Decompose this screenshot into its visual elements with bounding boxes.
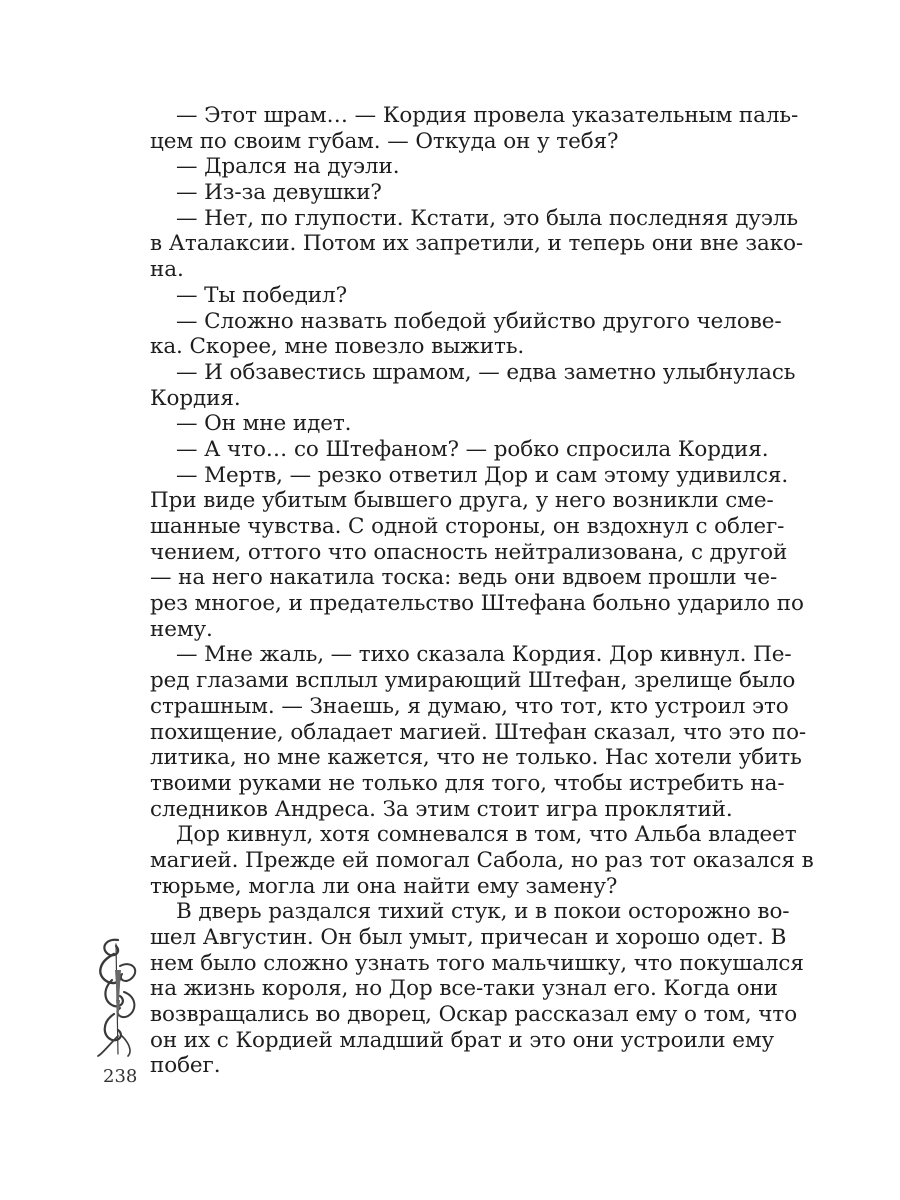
text-line: нем было сложно узнать того мальчишку, что покушался — [150, 950, 804, 976]
text-line: В дверь раздался тихий стук, и в покои осторожно во- — [176, 899, 790, 925]
text-line: шанные чувства. С одной стороны, он вздохнул с облег- — [150, 514, 785, 539]
text-line: возвращались во дворец, Оскар рассказал ему о том, что — [150, 1002, 798, 1028]
page-number: 238 — [103, 1066, 138, 1087]
text-line: следников Андреса. За этим стоит игра проклятий. — [150, 796, 733, 822]
text-line: страшным. — Знаешь, я думаю, что тот, кто устроил это — [150, 693, 789, 719]
text-line: в Аталаксии. Потом их запретили, и теперь они вне зако- — [150, 231, 804, 257]
text-line: Кордия. — [150, 385, 241, 411]
text-line: — Дрался на дуэли. — [176, 154, 400, 180]
text-line: ка. Скорее, мне повезло выжить. — [150, 334, 525, 360]
body-text — [150, 103, 814, 1079]
text-line: Дор кивнул, хотя сомневался в том, что Альба владеет — [176, 822, 797, 848]
flourish-ornament-icon — [88, 936, 146, 1060]
text-line: — Нет, по глупости. Кстати, это была последняя дуэль — [176, 205, 798, 231]
text-line: — на него накатила тоска: ведь они вдвоем прошли че- — [150, 565, 778, 591]
text-line: — Мне жаль, — тихо сказала Кордия. Дор кивнул. Пе- — [176, 642, 792, 668]
text-line: литика, но мне кажется, что не только. Нас хотели убить — [150, 745, 802, 771]
text-line: чением, оттого что опасность нейтрализована, с другой — [150, 539, 788, 565]
text-line: побег. — [150, 1053, 221, 1079]
text-line: на. — [150, 257, 184, 283]
text-line: цем по своим губам. — Откуда он у тебя? — [150, 128, 619, 154]
text-line: — Этот шрам… — Кордия провела указательным паль- — [176, 103, 799, 128]
text-line: — Мертв, — резко ответил Дор и сам этому удивился. — [176, 462, 789, 488]
text-line: При виде убитым бывшего друга, у него возникли сме- — [150, 488, 774, 514]
text-line: нему. — [150, 616, 213, 642]
text-line: — Из-за девушки? — [176, 180, 382, 206]
text-line: рез многое, и предательство Штефана больно ударило по — [150, 591, 804, 617]
text-line: твоими руками не только для того, чтобы истребить на- — [150, 770, 785, 796]
text-line: ред глазами всплыл умирающий Штефан, зрелище было — [150, 668, 796, 694]
text-line: — Сложно назвать победой убийство другого челове- — [176, 308, 782, 334]
text-line: — А что… со Штефаном? — робко спросила Кордия. — [176, 436, 769, 462]
text-line: тюрьме, могла ли она найти ему замену? — [150, 873, 618, 899]
text-line: магией. Прежде ей помогал Сабола, но раз тот оказался в — [150, 847, 814, 873]
text-line: шел Августин. Он был умыт, причесан и хорошо одет. В — [150, 925, 787, 950]
text-line: на жизнь короля, но Дор все-таки узнал его. Когда они — [150, 976, 778, 1002]
text-line: похищение, обладает магией. Штефан сказал, что это по- — [150, 719, 807, 745]
text-line: — Он мне идет. — [176, 411, 352, 437]
text-line: — И обзавестись шрамом, — едва заметно улыбнулась — [176, 359, 796, 385]
text-line: — Ты победил? — [176, 282, 348, 308]
text-line: он их с Кордией младший брат и это они устроили ему — [150, 1027, 775, 1053]
